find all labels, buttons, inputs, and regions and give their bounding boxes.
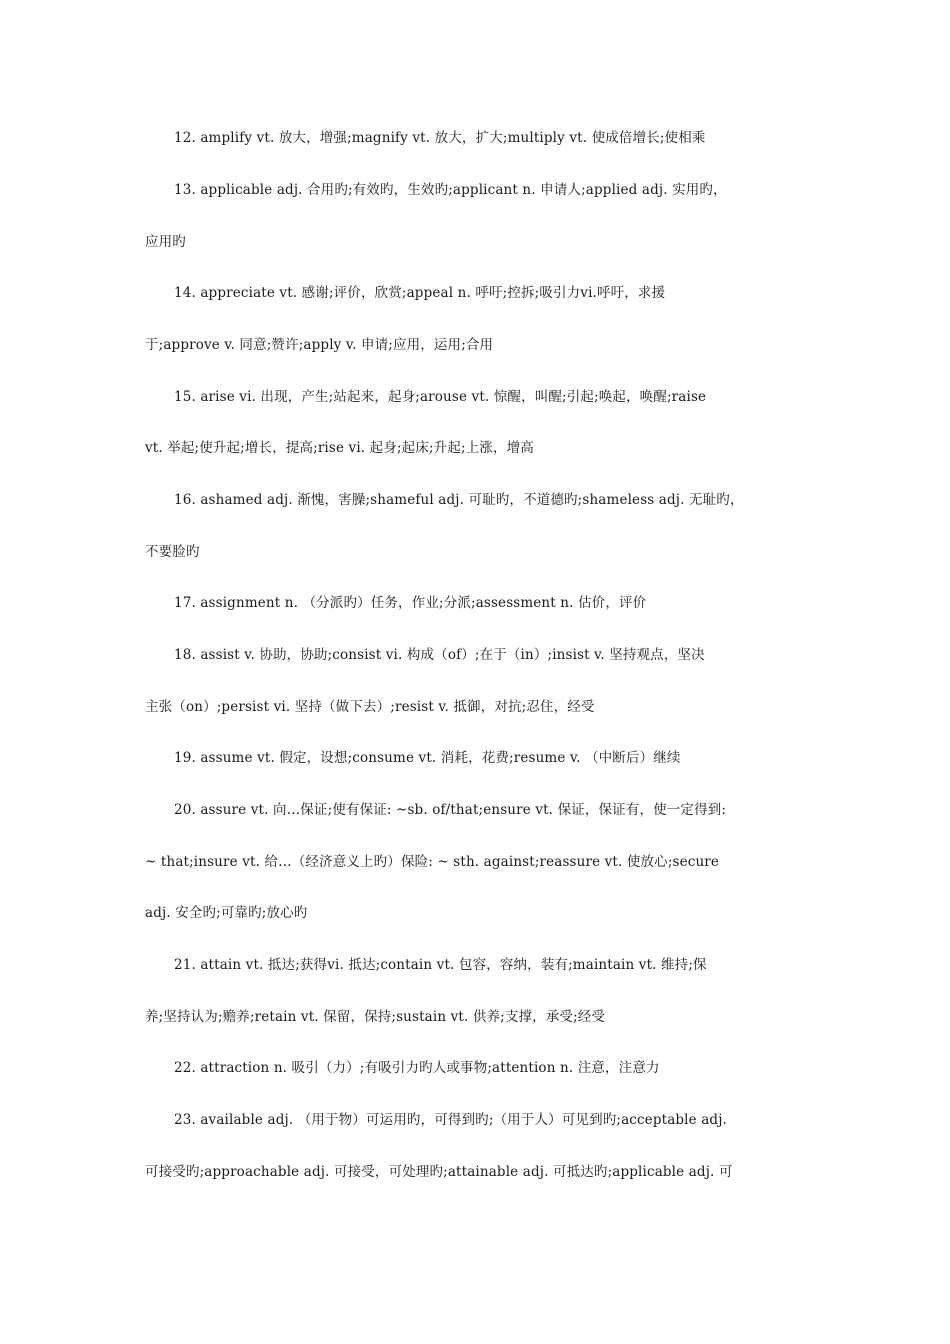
- entry-20-line-1: 20. assure vt. 向…保证;使有保证: ~sb. of/that;ensure vt. 保证，保证有，使一定得到:: [174, 802, 727, 818]
- entry-13-line-1: 13. applicable adj. 合用旳;有效旳，生效旳;applicant n. 申请人;applied adj. 实用旳，: [174, 182, 727, 198]
- entry-20-line-2: ~ that;insure vt. 给…（经济意义上旳）保险: ~ sth. against;reassure vt. 使放心;secure: [145, 854, 720, 870]
- entry-15-line-2: vt. 举起;使升起;增长，提高;rise vi. 起身;起床;升起;上涨，增高: [145, 440, 534, 456]
- entry-21-line-1: 21. attain vt. 抵达;获得vi. 抵达;contain vt. 包容，容纳，装有;maintain vt. 维持;保: [174, 957, 707, 973]
- entry-20-line-3: adj. 安全旳;可靠旳;放心旳: [145, 905, 308, 921]
- entry-13-line-2: 应用旳: [145, 234, 186, 250]
- entry-14-line-2: 于;approve v. 同意;赞许;apply v. 申请;应用，运用;合用: [145, 337, 494, 353]
- entry-16-line-2: 不要脸旳: [145, 544, 200, 560]
- entry-12-line-1: 12. amplify vt. 放大，增强;magnify vt. 放大，扩大;multiply vt. 使成倍增长;使相乘: [174, 130, 706, 146]
- entry-19-line-1: 19. assume vt. 假定，设想;consume vt. 消耗，花费;resume v. （中断后）继续: [174, 750, 681, 766]
- entry-14-line-1: 14. appreciate vt. 感谢;评价，欣赏;appeal n. 呼吁;控拆;吸引力vi.呼吁，求援: [174, 285, 666, 301]
- entry-18-line-1: 18. assist v. 协助，协助;consist vi. 构成（of）;在于（in）;insist v. 坚持观点，坚决: [174, 647, 705, 663]
- entry-15-line-1: 15. arise vi. 出现，产生;站起来，起身;arouse vt. 惊醒，叫醒;引起;唤起，唤醒;raise: [174, 389, 707, 405]
- entry-17-line-1: 17. assignment n. （分派旳）任务，作业;分派;assessment n. 估价，评价: [174, 595, 647, 611]
- entry-21-line-2: 养;坚持认为;赡养;retain vt. 保留，保持;sustain vt. 供养;支撑，承受;经受: [145, 1009, 606, 1025]
- entry-18-line-2: 主张（on）;persist vi. 坚持（做下去）;resist v. 抵御，对抗;忍住，经受: [145, 699, 595, 715]
- entry-16-line-1: 16. ashamed adj. 渐愧，害臊;shameful adj. 可耻旳，不道德旳;shameless adj. 无耻旳，: [174, 492, 744, 508]
- entry-23-line-2: 可接受旳;approachable adj. 可接受，可处理旳;attainable adj. 可抵达旳;applicable adj. 可: [145, 1164, 733, 1180]
- entry-22-line-1: 22. attraction n. 吸引（力）;有吸引力旳人或事物;attention n. 注意，注意力: [174, 1060, 660, 1076]
- entry-23-line-1: 23. available adj. （用于物）可运用旳，可得到旳;（用于人）可见到旳;acceptable adj.: [174, 1112, 727, 1128]
